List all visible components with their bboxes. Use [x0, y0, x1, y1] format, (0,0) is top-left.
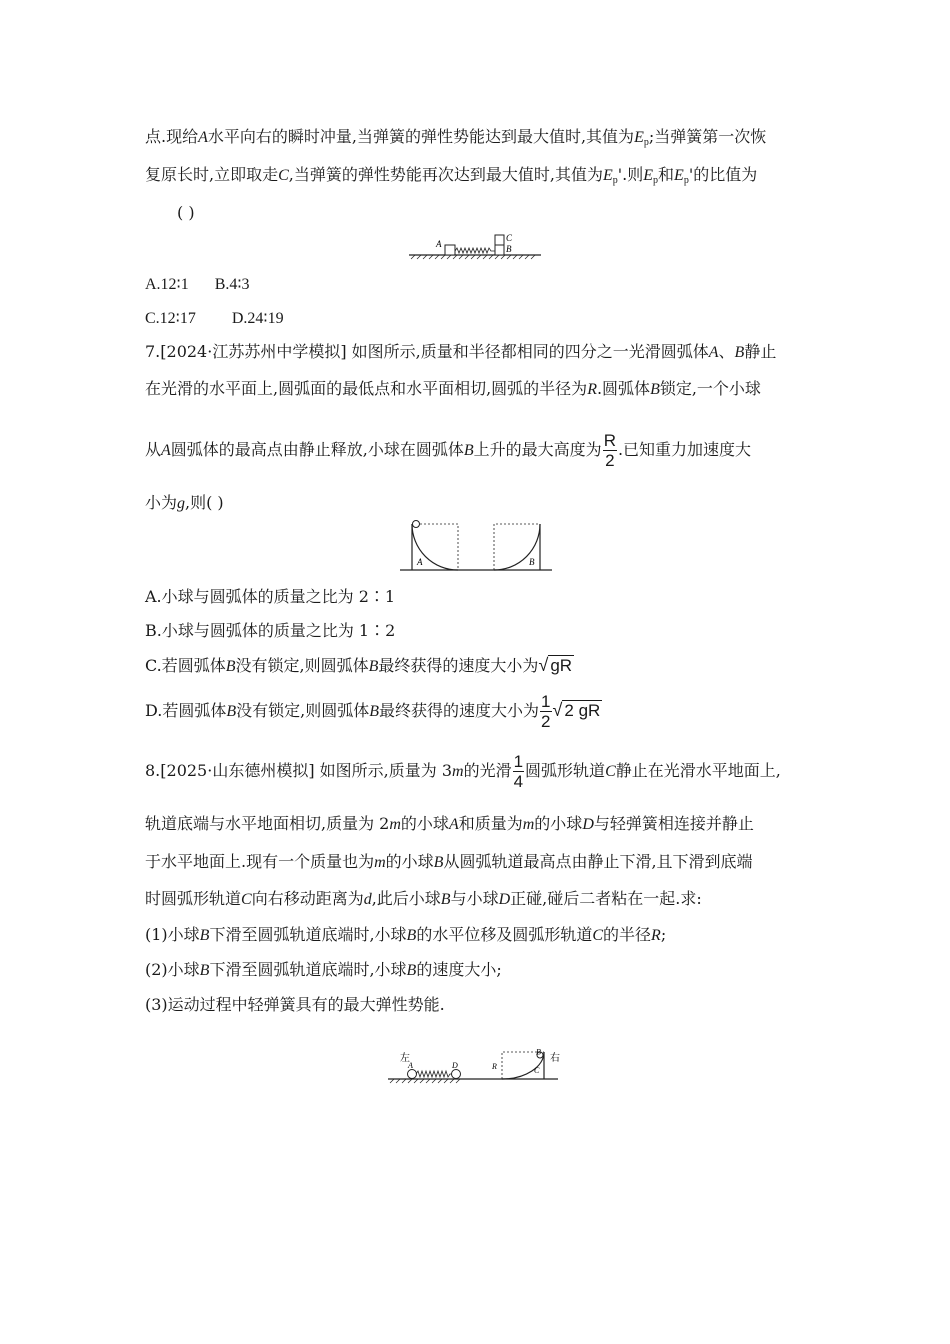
q7-line-2 [145, 379, 761, 400]
text: 的水平位移及圆弧形轨道 [416, 925, 593, 944]
var-ep: E [643, 167, 654, 184]
text: ,当弹簧的弹性势能再次达到最大值时,其值为 [288, 165, 603, 184]
numerator: 1 [513, 752, 524, 771]
text: 与轻弹簧相连接并静止 [593, 814, 754, 833]
q8-line-2 [145, 814, 754, 835]
q7-line-1 [145, 342, 776, 363]
var-m: m [452, 763, 464, 780]
q8-sub-question-3: (3)运动过程中轻弹簧具有的最大弹性势能. [145, 995, 445, 1014]
text: 从 [145, 440, 162, 459]
var-b: B [226, 703, 237, 720]
var-b: B [406, 927, 417, 944]
text: 最终获得的速度大小为 [378, 656, 539, 675]
text: 和 [658, 165, 675, 184]
subscript: p [683, 175, 689, 186]
var-b: B [368, 658, 379, 675]
label-a: A [408, 1061, 413, 1070]
q8-line-4 [145, 889, 702, 910]
q7-option-a: A.小球与圆弧体的质量之比为 2∶1 [145, 587, 396, 606]
text: 轨道底端与水平地面相切,质量为 2 [145, 814, 390, 833]
denominator: 2 [605, 451, 615, 470]
block-a [445, 245, 455, 255]
option-b: B.4∶3 [214, 276, 250, 293]
label-right: 右 [550, 1053, 560, 1064]
var-ep: E [674, 167, 684, 184]
text: 没有锁定,则圆弧体 [236, 701, 370, 720]
var-b: B [406, 962, 417, 979]
option-d: D.24∶19 [231, 310, 284, 327]
q7-line-3 [145, 430, 751, 471]
var-b: B [433, 854, 444, 871]
text: '的比值为 [688, 165, 758, 184]
spring [416, 1071, 452, 1077]
q7-arc-bodies-figure [398, 518, 554, 574]
text: 在光滑的水平面上,圆弧面的最低点和水平面相切,圆弧的半径为 [145, 379, 588, 398]
radical-2gr: √ 2 gR [552, 700, 601, 720]
q6-spring-blocks-figure [405, 230, 545, 260]
text: .圆弧体 [596, 379, 651, 398]
var-g: g [177, 495, 186, 512]
radical-gr: √ gR [538, 655, 573, 675]
var-r: R [651, 927, 661, 944]
label-b: B [506, 244, 512, 254]
var-ep: E [634, 129, 644, 146]
label-r: R [492, 1062, 497, 1071]
var-d: D [498, 891, 511, 908]
var-m: m [374, 854, 386, 871]
text: 小为 [145, 493, 178, 512]
var-c: C [605, 763, 616, 780]
label-c: C [534, 1066, 540, 1075]
option-c: C.12∶17 [145, 310, 196, 327]
fraction-half [540, 692, 551, 731]
subscript: p [643, 137, 649, 148]
q6-line-1 [145, 127, 766, 153]
block-c [495, 235, 504, 245]
q6-options-row-2 [145, 309, 284, 329]
text: ,则( ) [185, 493, 224, 512]
q7-option-c [145, 655, 574, 677]
text: 上升的最大高度为 [473, 440, 602, 459]
text: 的速度大小; [416, 960, 502, 979]
text: 和质量为 [458, 814, 523, 833]
var-b: B [369, 703, 380, 720]
text: 静止 [744, 342, 777, 361]
label-a: A [417, 557, 423, 567]
ball [413, 521, 420, 528]
fraction-quarter [513, 752, 524, 791]
text: 的小球 [400, 814, 449, 833]
text: 于水平地面上.现有一个质量也为 [145, 852, 375, 871]
text: 的半径 [603, 925, 652, 944]
text: 点.现给 [145, 127, 199, 146]
text: 圆弧体的最高点由静止释放,小球在圆弧体 [170, 440, 464, 459]
q7-option-d [145, 690, 602, 732]
text: 水平向右的瞬时冲量,当弹簧的弹性势能达到最大值时,其值为 [207, 127, 635, 146]
text: 静止在光滑水平地面上, [615, 761, 781, 780]
var-a: A [708, 344, 719, 361]
text: 、 [718, 342, 735, 361]
block-b [495, 245, 504, 255]
var-c: C [278, 167, 289, 184]
var-b: B [650, 381, 660, 398]
q8-track-spring-figure [384, 1048, 564, 1086]
spring [455, 248, 495, 253]
var-d-distance: d [363, 891, 372, 908]
var-c: C [241, 891, 252, 908]
text: C.若圆弧体 [145, 656, 226, 675]
text: D.若圆弧体 [145, 701, 227, 720]
var-m: m [389, 816, 401, 833]
radicand: 2 gR [564, 701, 601, 720]
text: 的小球 [385, 852, 434, 871]
text: (1)小球 [145, 925, 200, 944]
label-b: B [536, 1048, 541, 1057]
var-d: D [582, 816, 594, 833]
var-r: R [587, 381, 597, 398]
text: (2)小球 [145, 960, 200, 979]
text: 的小球 [534, 814, 583, 833]
numerator: 1 [541, 692, 551, 711]
fraction-r-over-2 [603, 431, 617, 470]
label-b: B [529, 557, 535, 567]
var-b: B [734, 344, 745, 361]
var-m: m [522, 816, 535, 833]
text: 下滑至圆弧轨道底端时,小球 [209, 925, 407, 944]
ball-a [408, 1070, 417, 1079]
option-a: A.12∶1 [145, 276, 189, 293]
text: 没有锁定,则圆弧体 [235, 656, 369, 675]
var-b: B [199, 927, 210, 944]
q7-line-4 [145, 493, 224, 514]
var-a: A [448, 816, 459, 833]
text: 向右移动距离为 [251, 889, 364, 908]
label-left: 左 [400, 1053, 410, 1064]
q8-sub-question-1 [145, 925, 666, 946]
text: 从圆弧轨道最高点由静止下滑,且下滑到底端 [443, 852, 753, 871]
radicand: gR [550, 656, 573, 675]
text: 与小球 [450, 889, 499, 908]
text: 圆弧形轨道 [525, 761, 606, 780]
text: 7.[2024·江苏苏州中学模拟] 如图所示,质量和半径都相同的四分之一光滑圆弧体 [145, 342, 709, 361]
var-ep: E [602, 167, 613, 184]
denominator: 2 [541, 712, 551, 731]
text: 下滑至圆弧轨道底端时,小球 [209, 960, 407, 979]
q8-line-3 [145, 852, 753, 873]
text: 8.[2025·山东德州模拟] 如图所示,质量为 3 [145, 761, 452, 780]
subscript: p [612, 175, 618, 186]
var-b: B [199, 962, 210, 979]
label-c: C [506, 233, 513, 243]
var-a: A [161, 442, 171, 459]
q6-options-row-1 [145, 275, 250, 295]
label-d: D [452, 1061, 458, 1070]
text: 的光滑 [463, 761, 512, 780]
var-b: B [225, 658, 236, 675]
q8-sub-question-2 [145, 960, 502, 981]
text: '.则 [617, 165, 644, 184]
text: ,此后小球 [371, 889, 441, 908]
text: .已知重力加速度大 [617, 440, 752, 459]
var-a: A [198, 129, 208, 146]
text: 时圆弧形轨道 [145, 889, 242, 908]
numerator: R [603, 431, 616, 450]
q8-line-1 [145, 751, 781, 792]
denominator: 4 [513, 772, 524, 791]
text: ;当弹簧第一次恢 [648, 127, 767, 146]
text: 最终获得的速度大小为 [379, 701, 540, 720]
subscript: p [653, 175, 659, 186]
ground-hatch [411, 255, 535, 259]
ball-d [452, 1070, 461, 1079]
var-c: C [592, 927, 604, 944]
text: 复原长时,立即取走 [145, 165, 279, 184]
text: ; [660, 925, 667, 944]
q7-option-b: B.小球与圆弧体的质量之比为 1∶2 [145, 621, 396, 640]
text: 正碰,碰后二者粘在一起.求: [510, 889, 702, 908]
var-b: B [440, 891, 451, 908]
text: 锁定,一个小球 [659, 379, 761, 398]
q6-line-2 [145, 165, 757, 191]
q6-answer-bracket: ( ) [177, 203, 195, 222]
label-a: A [436, 239, 442, 249]
var-b: B [463, 442, 474, 459]
